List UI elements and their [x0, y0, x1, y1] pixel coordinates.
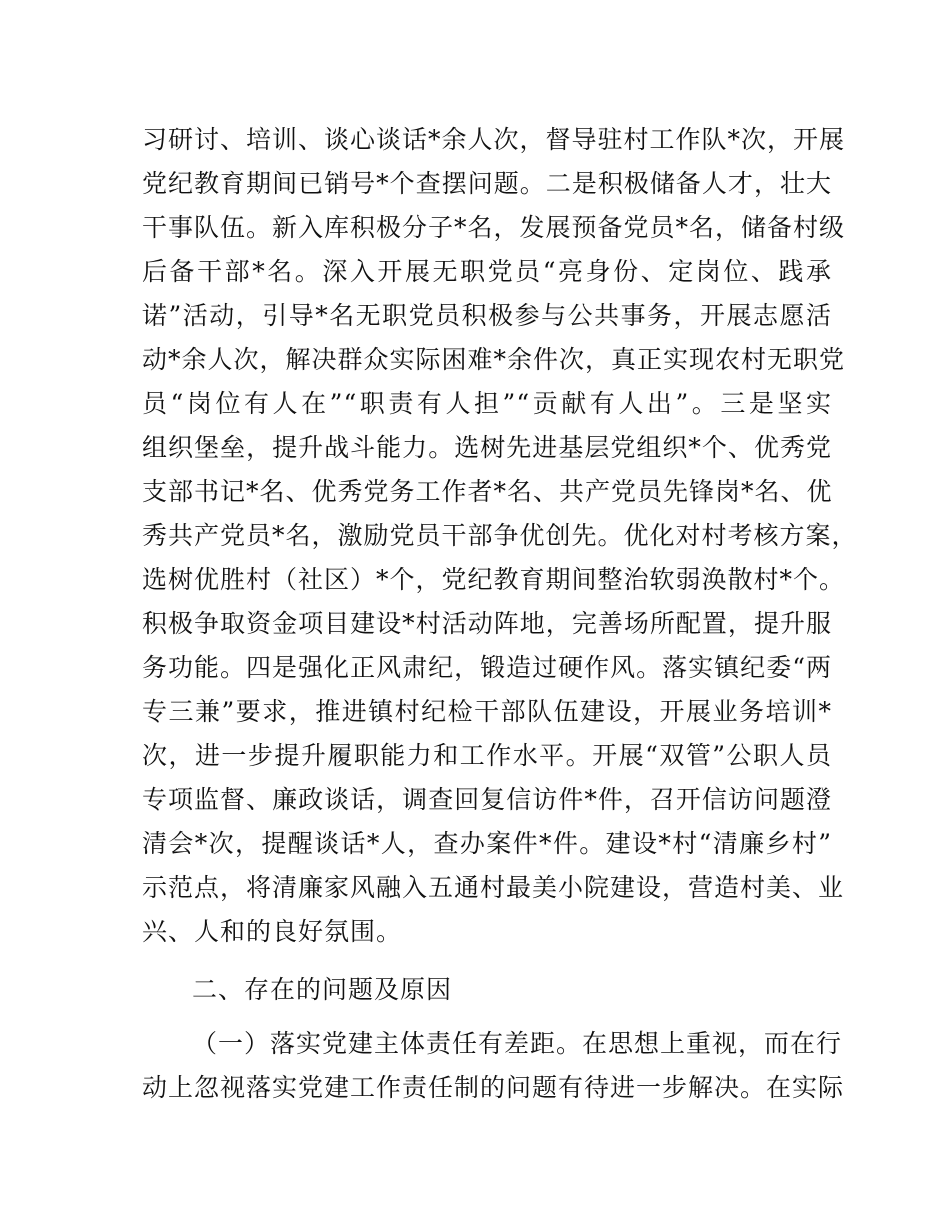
text-line: 选树优胜村（社区）*个，党纪教育期间整治软弱涣散村*个。	[142, 565, 846, 594]
text-line: 积极争取资金项目建设*村活动阵地，完善场所配置，提升服	[142, 609, 832, 638]
text-line: （一）落实党建主体责任有差距。在思想上重视，而在行	[192, 1029, 843, 1058]
text-line: 专项监督、廉政谈话，调查回复信访件*件，召开信访问题澄	[142, 785, 832, 814]
text-line: 党纪教育期间已销号*个查摆问题。二是积极储备人才，壮大	[142, 169, 832, 198]
document-body	[142, 118, 858, 1110]
text-line: 员“岗位有人在”“职责有人担”“贡献有人出”。三是坚实	[142, 389, 832, 418]
section-heading: 二、存在的问题及原因	[192, 975, 453, 1004]
text-line: 务功能。四是强化正风肃纪，锻造过硬作风。落实镇纪委“两	[142, 653, 832, 682]
text-line: 诺”活动，引导*名无职党员积极参与公共事务，开展志愿活	[142, 301, 832, 330]
text-line: 次，进一步提升履职能力和工作水平。开展“双管”公职人员	[142, 741, 832, 770]
text-line: 组织堡垒，提升战斗能力。选树先进基层党组织*个、优秀党	[142, 433, 832, 462]
text-line: 支部书记*名、优秀党务工作者*名、共产党员先锋岗*名、优	[142, 477, 833, 506]
text-line: 后备干部*名。深入开展无职党员“亮身份、定岗位、践承	[142, 257, 832, 286]
text-line: 动上忽视落实党建工作责任制的问题有待进一步解决。在实际	[142, 1073, 845, 1102]
text-line: 动*余人次，解决群众实际困难*余件次，真正实现农村无职党	[142, 345, 846, 374]
paragraph-1	[142, 118, 858, 954]
text-line: 兴、人和的良好氛围。	[142, 917, 403, 946]
text-line: 干事队伍。新入库积极分子*名，发展预备党员*名，储备村级	[142, 213, 846, 242]
text-line: 秀共产党员*名，激励党员干部争优创先。优化对村考核方案，	[142, 521, 858, 550]
text-line: 示范点，将清廉家风融入五通村最美小院建设，营造村美、业	[142, 873, 845, 902]
text-line: 专三兼”要求，推进镇村纪检干部队伍建设，开展业务培训*	[142, 697, 832, 726]
paragraph-2	[142, 1022, 845, 1110]
text-line: 清会*次，提醒谈话*人，查办案件*件。建设*村“清廉乡村”	[142, 829, 832, 858]
text-line: 习研讨、培训、谈心谈话*余人次，督导驻村工作队*次，开展	[142, 125, 846, 154]
